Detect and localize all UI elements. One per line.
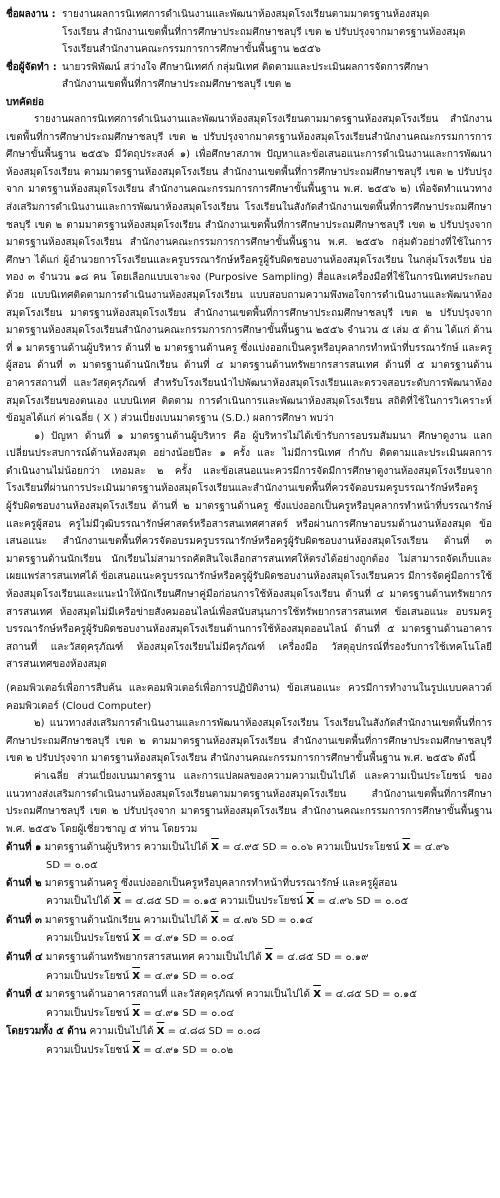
title-line-3: โรงเรียนสำนักงานคณะกรรมการการศึกษาขั้นพื้นฐาน ๒๕๕๖ [62, 44, 321, 55]
result-item-3-values: ความเป็นประโยชน์ $\overline{x}$ = ๔.๙๑ SD = ๐.๐๔ [46, 930, 235, 945]
result-item-4: ด้านที่ ๔ มาตรฐานด้านทรัพยากรสารสนเทศ ความเป็นไปได้ $\overline{x}$ = ๔.๘๕ SD = ๐.๑๙ [6, 948, 369, 963]
abstract-body [6, 111, 492, 838]
document-meta [6, 6, 492, 94]
mean-symbol: $\overline{x}$ [402, 839, 411, 854]
mean-symbol: $\overline{x}$ [156, 1023, 165, 1038]
result-item-4-values: ความเป็นประโยชน์ $\overline{x}$ = ๔.๙๑ SD = ๐.๐๔ [46, 967, 235, 982]
title-label: ชื่อผลงาน : [6, 9, 56, 20]
abstract-paragraph-4: ค่าเฉลี่ย ส่วนเบี่ยงเบนมาตรฐาน และการแปลผลของความความเป็นไปได้ และความเป็นประโยชน์ ของแนวทางส่งเสริมการดำเนินงานห้องสมุดโรงเรียนตามมาตรฐานห้องสมุดโรงเรียน สำนักงานเขตพื้นที่การศึกษาประถมศึกษาชลบุรี เขต ๒ ปรับปรุงจาก มาตรฐานห้องสมุดโรงเรียน สำนักงานคณะกรรมการการศึกษาขั้นพื้นฐาน พ.ศ. ๒๕๕๖ โดยผู้เชี่ยวชาญ ๕ ท่าน โดยรวม [6, 770, 492, 835]
mean-symbol: $\overline{x}$ [210, 911, 219, 926]
result-item-2: ด้านที่ ๒ มาตรฐานด้านครู ซึ่งแบ่งออกเป็นครูหรือบุคลากรทำหน้าที่บรรณารักษ์ และครูผู้สอน [6, 877, 398, 889]
abstract-heading: บทคัดย่อ [6, 96, 44, 108]
mean-symbol: $\overline{x}$ [132, 967, 140, 982]
mean-symbol: $\overline{x}$ [306, 893, 315, 908]
result-total-values: ความเป็นประโยชน์ $\overline{x}$ = ๔.๙๑ SD = ๐.๐๒ [46, 1041, 234, 1056]
title-block [6, 6, 492, 59]
mean-symbol: $\overline{x}$ [113, 893, 121, 908]
mean-symbol: $\overline{x}$ [132, 1004, 140, 1019]
result-item-5: ด้านที่ ๕ มาตรฐานด้านอาคารสถานที่ และวัสดุครุภัณฑ์ ความเป็นไปได้ $\overline{x}$ = ๔.๘๕ SD = ๐.๑๕ [6, 986, 417, 1001]
results-list [6, 838, 492, 1059]
abstract-paragraph-2: ๑) ปัญหา ด้านที่ ๑ มาตรฐานด้านผู้บริหาร คือ ผู้บริหารไม่ได้เข้ารับการอบรมสัมมนา ศึกษาดูงาน แลกเปลี่ยนประสบการณ์ด้านห้องสมุด อย่างน้อยปีละ ๑ ครั้ง และ ไม่มีการนิเทศ กำกับ ติดตามและประเมินผลการดำเนินงานไม่น้อยกว่า เทอมละ ๒ ครั้ง และข้อเสนอแนะควรมีการจัดมีการศึกษาดูงานห้องสมุดโรงเรียนจากโรงเรียนที่ผ่านการประเมินมาตรฐานห้องสมุดโรงเรียนและสำนักงานเขตพื้นที่ควรจัดอบรมครูบรรณารักษ์หรือครูผู้รับผิดชอบงานห้องสมุดโรงเรียน ด้านที่ ๒ มาตรฐานด้านครู ซึ่งแบ่งออกเป็นครูหรือบุคลากรทำหน้าที่บรรณารักษ์ และครูผู้สอน ครูไม่มีวุฒิบรรณารักษ์ศาสตร์หรือสารสนเทศศาสตร์ หรือผ่านการศึกษาอบรมด้านงานห้องสมุด ข้อเสนอแนะ สำนักงานเขตพื้นที่ควรจัดอบรมครูบรรณารักษ์หรือครูผู้รับผิดชอบงานห้องสมุดโรงเรียน ด้านที่ ๓ มาตรฐานด้านนักเรียน นักเรียนไม่สามารถคัดสินใจเลือกสารสนเทศให้ตรงได้อย่างถูกต้อง ไม่สามารถจัดเก็บและเผยแพร่สารสนเทศได้ ข้อเสนอแนะครูบรรณารักษ์หรือครูผู้รับผิดชอบงานห้องสมุดโรงเรียนควร มีการจัดคู่มือการใช้ห้องสมุดโรงเรียนและแนะนำให้นักเรียนศึกษาคู่มือก่อนการใช้ห้องสมุดโรงเรียน ด้านที่ ๔ มาตรฐานด้านทรัพยากรสารสนเทศ ห้องสมุดไม่มีเครือข่ายสังคมออนไลน์เพื่อสนับสนุนการใช้ทรัพยากรสารสนเทศ ข้อเสนอแนะ อบรมครูบรรณารักษ์หรือครูผู้รับผิดชอบงานห้องสมุดโรงเรียนด้านการใช้ห้องสมุดออนไลน์ ด้านที่ ๕ มาตรฐานด้านอาคารสถานที่ และวัสดุครุภัณฑ์ ห้องสมุดโรงเรียนไม่มีครุภัณฑ์ เครื่องมือ วัสดุอุปกรณ์ที่รองรับการใช้เทคโนโลยีสารสนเทศของห้องสมุด [6, 430, 492, 671]
author-line-2: สำนักงานเขตพื้นที่การศึกษาประถมศึกษาชลบุรี เขต ๒ [62, 79, 292, 90]
mean-symbol: $\overline{x}$ [211, 839, 219, 854]
author-line-1: นายวรพิพัฒน์ สว่างใจ ศึกษานิเทศก์ กลุ่มนิเทศ ติดตามและประเมินผลการจัดการศึกษา [62, 61, 429, 73]
mean-symbol: $\overline{x}$ [265, 948, 273, 963]
result-total: โดยรวมทั้ง ๕ ด้าน ความเป็นไปได้ $\overline{x}$ = ๔.๘๘ SD = ๐.๐๘ [6, 1023, 261, 1038]
title-line-2: โรงเรียน สำนักงานเขตพื้นที่การศึกษาประถมศึกษาชลบุรี เขต ๒ ปรับปรุงจากมาตรฐานห้องสมุด [62, 26, 466, 38]
abstract-paragraph-1: รายงานผลการนิเทศการดำเนินงานและพัฒนาห้องสมุดโรงเรียนตามมาตรฐานห้องสมุดโรงเรียน สำนักงานเขตพื้นที่การศึกษาประถมศึกษาชลบุรี เขต ๒ ปรับปรุงจากมาตรฐานห้องสมุดโรงเรียนสำนักงานคณะกรรมการการศึกษาขั้นพื้นฐาน ๒๕๕๖ มีวัตถุประสงค์ ๑) เพื่อศึกษาสภาพ ปัญหาและข้อเสนอแนะการดำเนินงานและการพัฒนาห้องสมุดโรงเรียน ตามมาตรฐานห้องสมุดโรงเรียน สำนักงานเขตพื้นที่การศึกษาประถมศึกษาชลบุรี เขต ๒ ปรับปรุงจาก มาตรฐานห้องสมุดโรงเรียน สำนักงานคณะกรรมการการศึกษาขั้นพื้นฐาน พ.ศ. ๒๕๕๖ ๒) เพื่อจัดทำแนวทางส่งเสริมการดำเนินงานและการพัฒนาห้องสมุดโรงเรียน โรงเรียนในสังกัดสำนักงานเขตพื้นที่การศึกษาประถมศึกษาชลบุรี เขต ๒ ตามมาตรฐานห้องสมุดโรงเรียน สำนักงานเขตพื้นที่การศึกษาประถมศึกษาชลบุรี เขต ๒ ปรับปรุงจาก มาตรฐานห้องสมุดโรงเรียน สำนักงานคณะกรรมการการศึกษาขั้นพื้นฐาน พ.ศ. ๒๕๕๖ กลุ่มตัวอย่างที่ใช้ในการศึกษา ได้แก่ ผู้อำนวยการโรงเรียนและครูบรรณารักษ์หรือครูผู้รับผิดชอบงานห้องสมุดโรงเรียน ในกลุ่มโรงเรียน บ่อทอง ๓ จำนวน ๑๘ คน โดยเลือกแบบเจาะจง (Purposive Sampling) สื่อและเครื่องมือที่ใช้ในการนิเทศประกอบด้วย แบบนิเทศติดตามการดำเนินงานห้องสมุดโรงเรียน แบบสอบถามความพึงพอใจการดำเนินงานและพัฒนาห้องสมุดโรงเรียน มาตรฐานห้องสมุดโรงเรียน สำนักงานเขตพื้นที่การศึกษาประถมศึกษาชลบุรี เขต ๒ ปรับปรุงจากมาตรฐานห้องสมุดโรงเรียนสำนักงานคณะกรรมการการศึกษาขั้นพื้นฐาน ๒๕๕๖ จำนวน ๕ เล่ม ๕ ด้าน ได้แก่ ด้านที่ ๑ มาตรฐานด้านผู้บริหาร ด้านที่ ๒ มาตรฐานด้านครู ซึ่งแบ่งออกเป็นครูหรือบุคลากรทำหน้าที่บรรณารักษ์ และครูผู้สอน ด้านที่ ๓ มาตรฐานด้านนักเรียน ด้านที่ ๔ มาตรฐานด้านทรัพยากรสารสนเทศ ด้านที่ ๕ มาตรฐานด้านอาคารสถานที่ และวัสดุครุภัณฑ์ สำหรับโรงเรียนนำไปพัฒนาห้องสมุดโรงเรียนและตรวจสอบระดับการพัฒนาห้องสมุดโรงเรียนของตนเอง แบบนิเทศ ติดตาม การดำเนินการและพัฒนาห้องสมุดโรงเรียน สถิติที่ใช้ในการวิเคราะห์ข้อมูลได้แก่ ค่าเฉลี่ย ( X ) ส่วนเบี่ยงเบนมาตรฐาน (S.D.) ผลการศึกษา พบว่า [6, 114, 492, 425]
result-item-1-sd: SD = ๐.๐๕ [46, 859, 98, 871]
mean-symbol: $\overline{x}$ [132, 1041, 140, 1056]
abstract-paragraph-3: ๒) แนวทางส่งเสริมการดำเนินงานและการพัฒนาห้องสมุดโรงเรียน โรงเรียนในสังกัดสำนักงานเขตพื้นที่การศึกษาประถมศึกษาชลบุรี เขต ๒ ตามมาตรฐานห้องสมุดโรงเรียน สำนักงานเขตพื้นที่การศึกษาประถมศึกษาชลบุรี เขต ๒ ปรับปรุงจาก มาตรฐานห้องสมุดโรงเรียน สำนักงานคณะกรรมการการศึกษาขั้นพื้นฐาน พ.ศ. ๒๕๕๖ ดังนี้ [6, 718, 492, 765]
author-block [6, 59, 492, 94]
author-label: ชื่อผู้จัดทำ : [6, 61, 57, 73]
result-item-1: ด้านที่ ๑ มาตรฐานด้านผู้บริหาร ความเป็นไปได้ $\overline{x}$ = ๔.๙๕ SD = ๐.๐๖ ความเป็นประโยชน์ $\overline{x}$ = ๔.๙๖ [6, 839, 450, 854]
result-item-3: ด้านที่ ๓ มาตรฐานด้านนักเรียน ความเป็นไปได้ $\overline{x}$ = ๔.๗๖ SD = ๐.๑๔ [6, 911, 314, 926]
mean-symbol: $\overline{x}$ [313, 986, 321, 1001]
result-item-2-values: ความเป็นไปได้ $\overline{x}$ = ๔.๘๕ SD = ๐.๑๕ ความเป็นประโยชน์ $\overline{x}$ = ๔.๙๖ SD = ๐.๐๕ [46, 893, 409, 908]
abstract-paragraph-2b: (คอมพิวเตอร์เพื่อการสืบค้น และคอมพิวเตอร์เพื่อการปฏิบัติงาน) ข้อเสนอแนะ ควรมีการทำงานในรูปแบบคลาวด์คอมพิวเตอร์ (Cloud Computer) [6, 683, 492, 712]
title-line-1: รายงานผลการนิเทศการดำเนินงานและพัฒนาห้องสมุดโรงเรียนตามมาตรฐานห้องสมุด [62, 9, 430, 20]
mean-symbol: $\overline{x}$ [132, 930, 140, 945]
result-item-5-values: ความเป็นประโยชน์ $\overline{x}$ = ๔.๙๑ SD = ๐.๐๔ [46, 1004, 235, 1019]
